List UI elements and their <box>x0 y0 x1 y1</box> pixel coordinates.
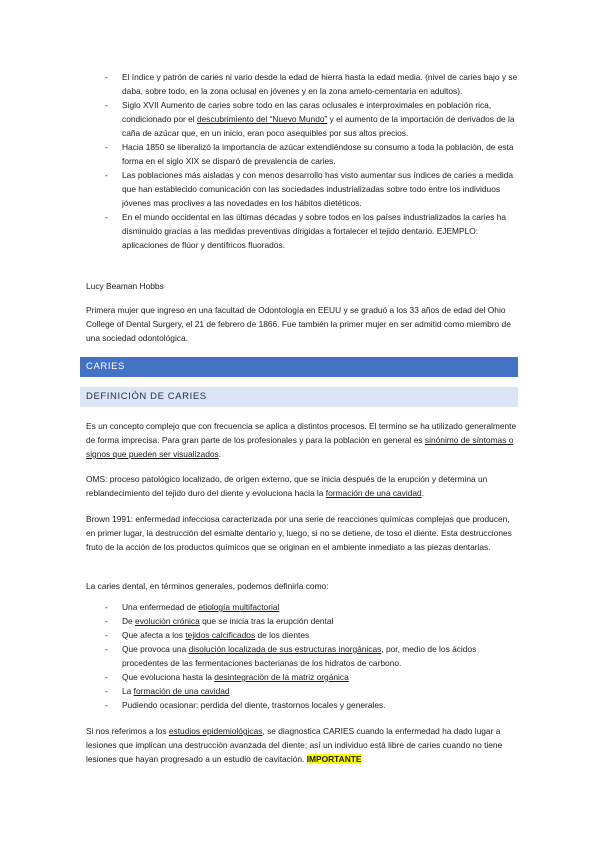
list-item <box>86 140 518 168</box>
text-run: . <box>421 488 425 498</box>
text-run: , por, medio de los ácidos procedentes de las fermentaciones bacterianas de los hidratos de carbono. <box>122 644 477 668</box>
important-highlight: IMPORTANTE <box>306 754 362 764</box>
paragraph-intro-list: La caries dental, en términos generales, podemos definirla como: <box>86 581 329 591</box>
text-run: que se inicia tras la erupción dental <box>199 616 334 626</box>
list-item <box>86 98 518 140</box>
list-item <box>86 642 518 670</box>
paragraph-brown: Brown 1991: enfermedad infecciosa caracterizada por una serie de reacciones químicas complejas que producen, en primer lugar, la destrucción del esmalte dentario y, luego, si no se detiene, de toso el diente. Esta destrucciones fruto de la acción de los productos químicos que se originan en el ambiente inmediato a las piezas dentarias. <box>86 514 512 552</box>
list-item <box>86 168 518 210</box>
section-heading-caries: CARIES <box>80 357 518 377</box>
underlined-term: disolución localizada de sus estructuras inorgánicas <box>188 644 382 654</box>
text-run: Que evoluciona hasta la <box>122 672 215 682</box>
paragraph-epidemiologicos <box>86 724 518 766</box>
text-run: Las poblaciones más aisladas y con menos desarrollo has visto aumentar sus índices de caries a medida que han establecido comunicación con las sociedades industrializadas sobre todo entre los individuos jóvenes mas proclives a las novedades en los hábitos dietéticos. <box>122 170 514 208</box>
text-run: . <box>218 449 222 459</box>
text-run: Pudiendo ocasionar: perdida del diente, trastornos locales y generales. <box>122 700 386 710</box>
underlined-term: sinónimo de síntomas o signos que pueden ser visualizados <box>86 435 514 459</box>
text-run: En el mundo occidental en las últimas décadas y sobre todos en los países industrializados la caries ha disminuido gracias a las medidas preventivas dirigidas a fortalecer el tejido dentario. EJEMPLO: aplicaciones de flúor y dentífricos fluorados. <box>122 212 507 250</box>
list-item <box>86 70 518 98</box>
lucy-paragraph: Primera mujer que ingreso en una facultad de Odontología en EEUU y se graduó a los 33 años de edad del Ohio College of Dental Surgery, el 21 de febrero de 1866. Fue también la primer mujer en ser admitid como miembro de una sociedad odontológica. <box>86 305 511 343</box>
lucy-title: Lucy Beaman Hobbs <box>86 281 164 291</box>
list-item <box>86 628 518 642</box>
underlined-term: formación de una cavidad <box>133 686 230 696</box>
list-item <box>86 698 518 712</box>
text-run: Una enfermedad de <box>122 602 199 612</box>
history-bullet-list <box>86 70 518 252</box>
list-item <box>86 684 518 698</box>
text-run: y el aumento de la importación de derivados de la caña de azúcar que, en un inicio, eran poco asequibles por sus altos precios. <box>122 114 515 138</box>
underlined-term: descubrimiento del “Nuevo Mundo” <box>196 114 328 124</box>
underlined-term: etiología multifactorial <box>198 602 280 612</box>
text-run: , se diagnostica CARIES cuando la enfermedad ha dado lugar a lesiones que implican una destrucción avanzada del diente; así un individuo está libre de caries cuando no tiene lesiones que hayan progresado a un estudio de cavitación. <box>86 726 503 764</box>
definition-bullet-list <box>86 600 518 712</box>
section-heading-definicion: DEFINICIÓN DE CARIES <box>80 387 518 407</box>
text-run: Que afecta a los <box>122 630 186 640</box>
text-run: Si nos referimos a los <box>86 726 169 736</box>
paragraph-oms <box>86 472 518 500</box>
text-run: Hacia 1850 se liberalizó la importancia de azúcar extendiéndose su consumo a toda la población, de esta forma en el siglo XIX se disparó de prevalencia de caries. <box>122 142 514 166</box>
list-item <box>86 210 518 252</box>
paragraph-epidemiologicos-text <box>86 726 502 764</box>
underlined-term: estudios epidemiológicas <box>168 726 263 736</box>
underlined-term: desintegración de la matriz orgánica <box>214 672 349 682</box>
text-run: Es un concepto complejo que con frecuencia se aplica a distintos procesos. El termino se ha utilizado generalmente de forma imprecisa. Para gran parte de los profesionales y para la población en general es <box>86 421 517 445</box>
text-run: de los dientes <box>255 630 310 640</box>
underlined-term: formación de una cavidad <box>325 488 422 498</box>
underlined-term: tejidos calcificados <box>185 630 256 640</box>
list-item <box>86 614 518 628</box>
text-run: OMS: proceso patológico localizado, de origen externo, que se inicia después de la erupción y determina un reblandecimiento del tejido duro del diente y evoluciona hacia la <box>86 474 488 498</box>
underlined-term: evolución crónica <box>135 616 200 626</box>
text-run: Que provoca una <box>122 644 189 654</box>
text-run: El índice y patrón de caries ni vario desde la edad de hierra hasta la edad media. (nivel de caries bajo y se daba, sobre todo, en la zona oclusal en jóvenes y en la zona amelo-cementaria en adultos). <box>122 72 518 96</box>
text-run: La <box>122 686 134 696</box>
text-run: De <box>122 616 136 626</box>
text-run: Siglo XVII Aumento de caries sobre todo en las caras oclusales e interproximales en población rica, condicionado por el <box>122 100 492 124</box>
list-item <box>86 670 518 684</box>
list-item <box>86 600 518 614</box>
paragraph-concepto <box>86 419 518 461</box>
